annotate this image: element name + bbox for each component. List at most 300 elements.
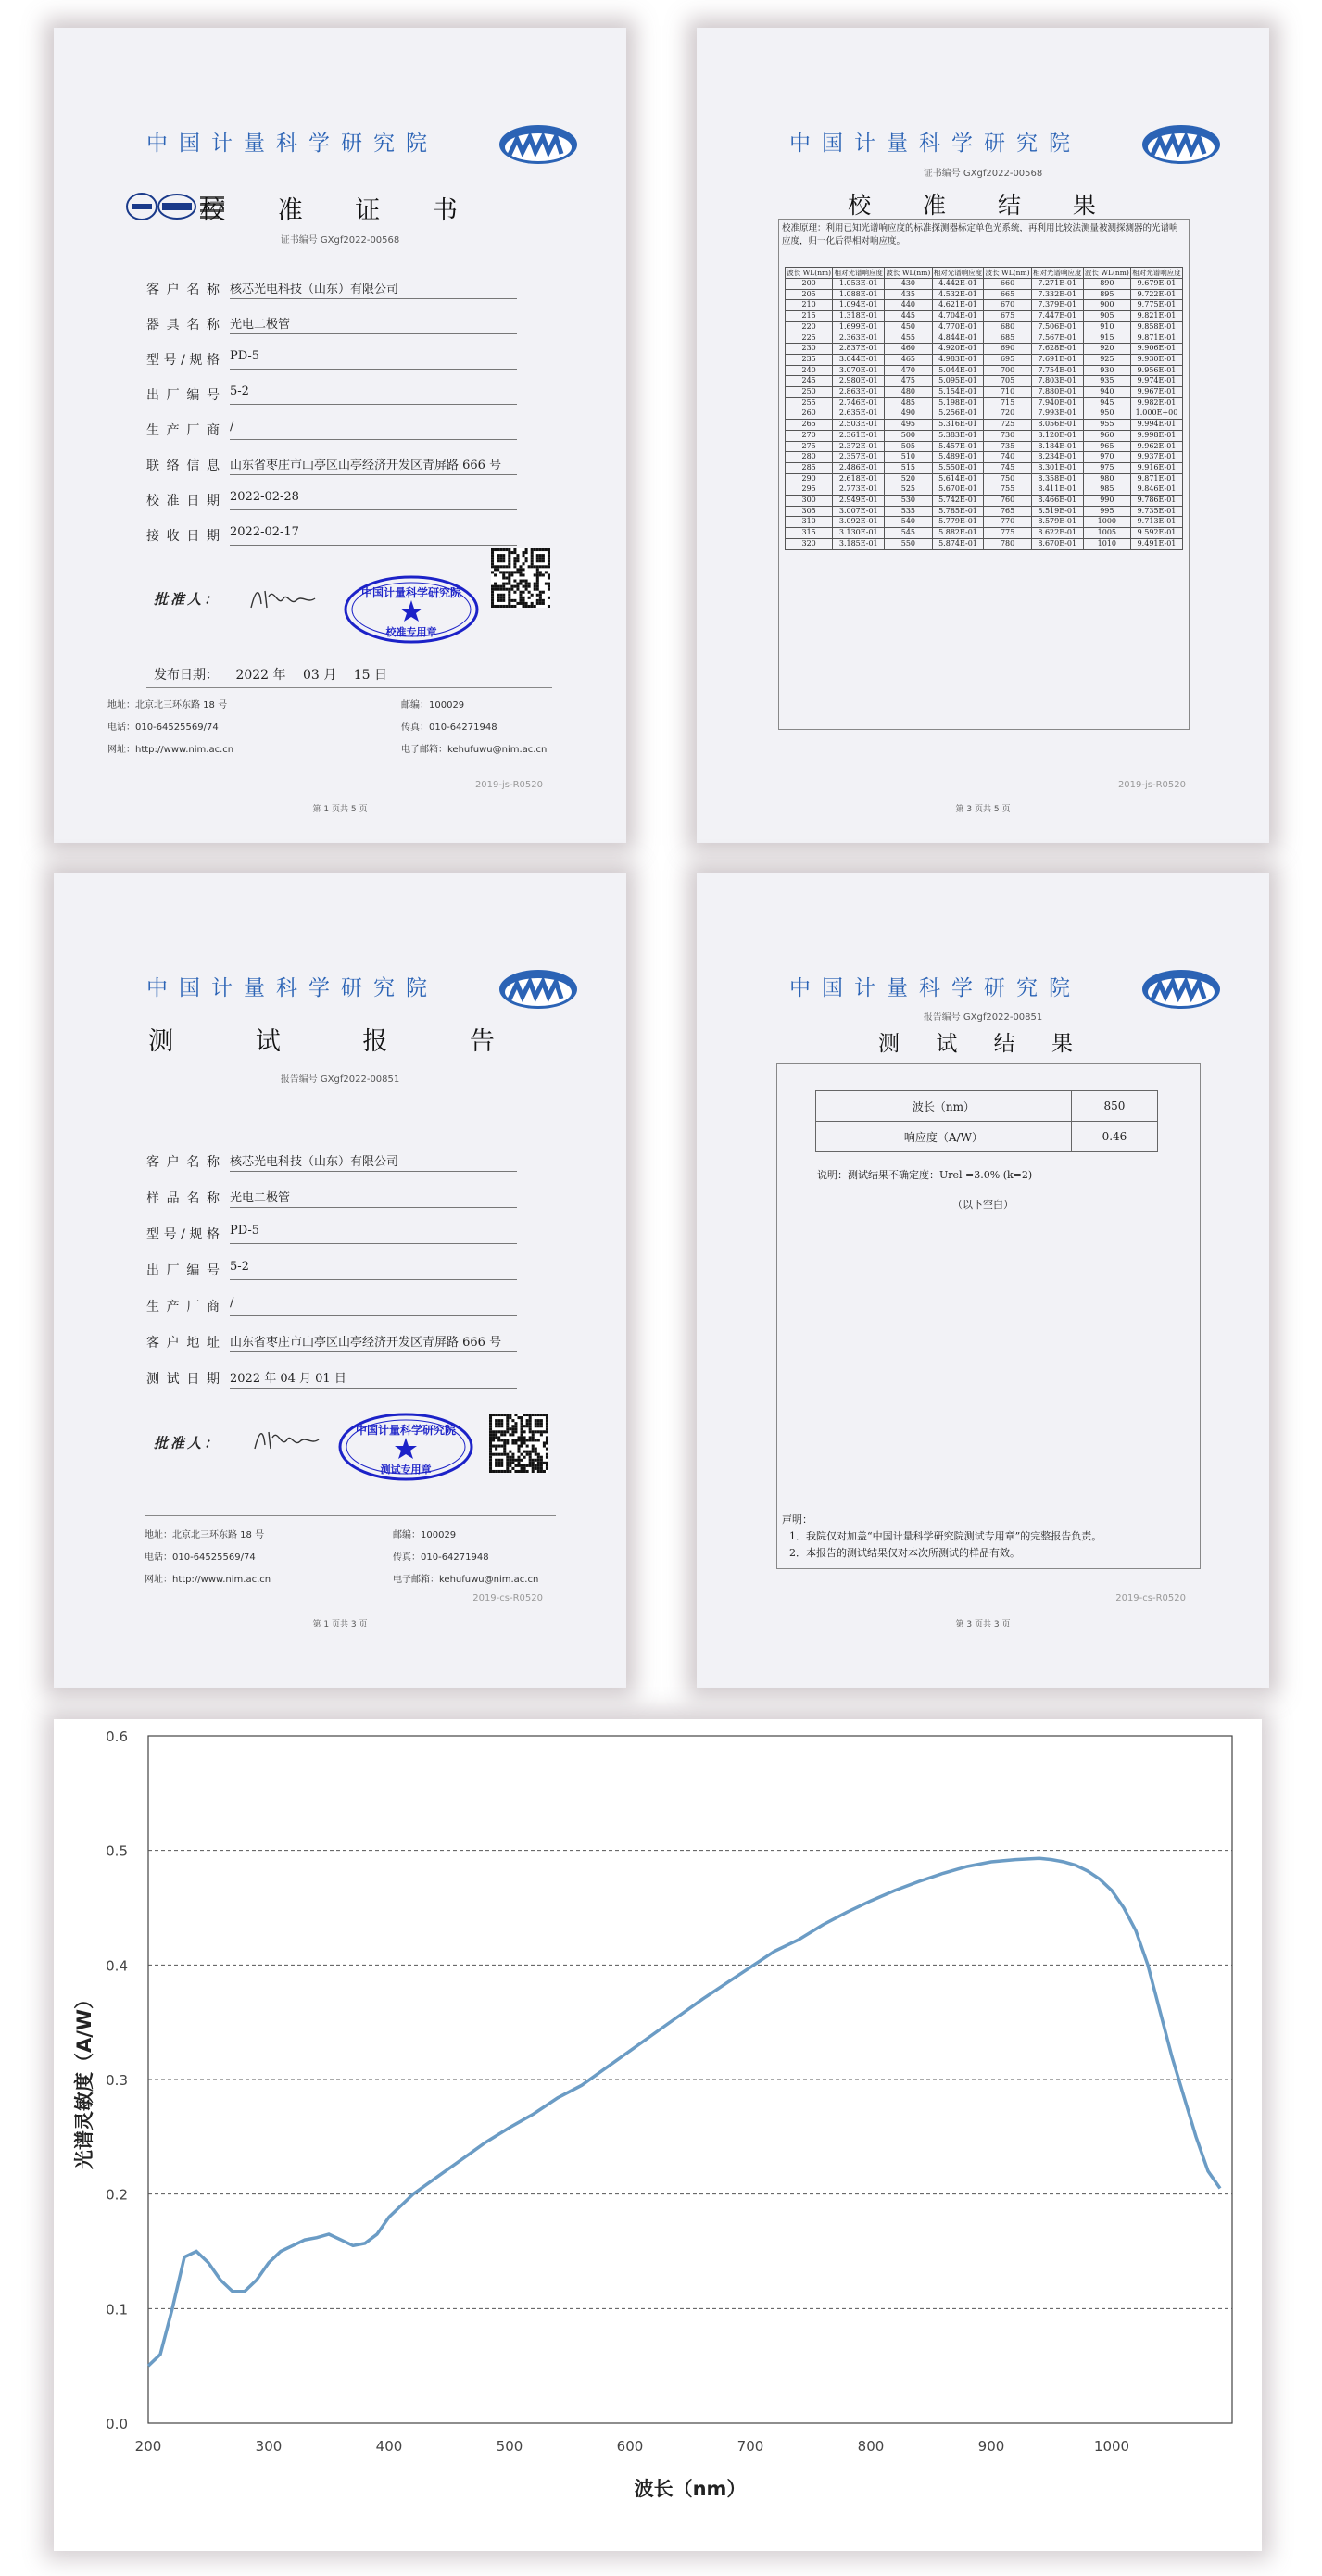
table-row — [786, 441, 1183, 452]
response-cell: 5.044E-01 — [932, 365, 984, 376]
fax: 传真：010-64271948 — [393, 1552, 489, 1563]
response-cell: 9.821E-01 — [1130, 311, 1182, 322]
response-cell: 8.411E-01 — [1031, 484, 1083, 496]
response-cell: 9.871E-01 — [1130, 473, 1182, 484]
table-row — [786, 408, 1183, 420]
uncertainty-note: 说明：测试结果不确定度：Urel =3.0% (k=2) — [817, 1169, 1033, 1181]
nim-logo-icon — [497, 120, 580, 167]
response-cell: 9.592E-01 — [1130, 528, 1182, 539]
row-value: 850 — [1071, 1091, 1157, 1122]
wavelength-cell: 980 — [1083, 473, 1130, 484]
table-row — [786, 496, 1183, 507]
wavelength-cell: 450 — [885, 321, 932, 333]
response-cell: 8.358E-01 — [1031, 473, 1083, 484]
response-cell: 5.614E-01 — [932, 473, 984, 484]
field-model — [146, 1221, 517, 1245]
response-cell: 1.000E+00 — [1130, 408, 1182, 420]
test-stamp — [337, 1412, 474, 1482]
response-cell: 5.256E-01 — [932, 408, 984, 420]
wavelength-cell: 690 — [984, 344, 1031, 355]
response-cell: 1.088E-01 — [833, 289, 885, 300]
response-cell: 9.871E-01 — [1130, 333, 1182, 344]
wavelength-cell: 210 — [786, 300, 833, 311]
wavelength-cell: 770 — [984, 517, 1031, 528]
wavelength-cell: 725 — [984, 420, 1031, 431]
wavelength-cell: 275 — [786, 441, 833, 452]
response-cell: 9.998E-01 — [1130, 430, 1182, 441]
wavelength-cell: 745 — [984, 462, 1031, 473]
column-header-response: 相对光谱响应度 — [933, 269, 983, 277]
calibration-table — [785, 267, 1183, 550]
wavelength-cell: 945 — [1083, 397, 1130, 408]
wavelength-cell: 935 — [1083, 376, 1130, 387]
table-row — [786, 538, 1183, 549]
response-cell: 2.361E-01 — [833, 430, 885, 441]
issue-month: 03 月 — [303, 668, 337, 683]
wavelength-cell: 250 — [786, 387, 833, 398]
response-cell: 2.363E-01 — [833, 333, 885, 344]
wavelength-cell: 255 — [786, 397, 833, 408]
wavelength-cell: 485 — [885, 397, 932, 408]
field-calibration-date — [146, 487, 517, 511]
response-cell: 5.874E-01 — [932, 538, 984, 549]
x-tick-label: 600 — [616, 2438, 644, 2455]
institute-name: 中国计量科学研究院 — [789, 132, 1081, 156]
field-label: 出厂编号 — [146, 388, 220, 403]
wavelength-cell: 430 — [885, 279, 932, 290]
wavelength-cell: 455 — [885, 333, 932, 344]
issue-date-label: 发布日期： — [154, 668, 219, 683]
response-cell: 9.491E-01 — [1130, 538, 1182, 549]
field-label: 器具名称 — [146, 318, 220, 333]
wavelength-cell: 910 — [1083, 321, 1130, 333]
form-code: 2019-cs-R0520 — [472, 1593, 543, 1603]
email: 电子邮箱：kehufuwu@nim.ac.cn — [401, 745, 548, 755]
x-axis-label: 波长（nm） — [634, 2478, 747, 2500]
response-cell: 8.519E-01 — [1031, 506, 1083, 517]
response-cell: 9.916E-01 — [1130, 462, 1182, 473]
table-row — [786, 473, 1183, 484]
wavelength-cell: 315 — [786, 528, 833, 539]
response-cell: 1.699E-01 — [833, 321, 885, 333]
stamp-subtext: 测试专用章 — [380, 1464, 432, 1476]
field-value: 2022-02-28 — [230, 490, 517, 510]
wavelength-cell: 530 — [885, 496, 932, 507]
report-number: 报告编号 GXgf2022-00851 — [280, 1074, 400, 1085]
table-row — [786, 387, 1183, 398]
wavelength-cell: 240 — [786, 365, 833, 376]
response-cell: 5.316E-01 — [932, 420, 984, 431]
table-row — [786, 289, 1183, 300]
wavelength-cell: 215 — [786, 311, 833, 322]
response-cell: 3.185E-01 — [833, 538, 885, 549]
wavelength-cell: 235 — [786, 354, 833, 365]
table-row — [786, 420, 1183, 431]
response-cell: 7.940E-01 — [1031, 397, 1083, 408]
approver-label: 批准人： — [154, 591, 221, 608]
field-label: 客户名称 — [146, 1155, 220, 1170]
response-cell: 2.618E-01 — [833, 473, 885, 484]
wavelength-cell: 495 — [885, 420, 932, 431]
wavelength-cell: 285 — [786, 462, 833, 473]
response-cell: 8.579E-01 — [1031, 517, 1083, 528]
test-report-page — [54, 873, 626, 1688]
field-value: PD-5 — [230, 349, 517, 370]
wavelength-cell: 685 — [984, 333, 1031, 344]
field-value: 5-2 — [230, 384, 517, 405]
field-manufacturer — [146, 417, 517, 441]
wavelength-cell: 500 — [885, 430, 932, 441]
field-value: 山东省枣庄市山亭区山亭经济开发区青屏路 666 号 — [230, 455, 517, 475]
response-cell: 9.679E-01 — [1130, 279, 1182, 290]
wavelength-cell: 545 — [885, 528, 932, 539]
field-value: 光电二极管 — [230, 314, 517, 334]
field-customer-name — [146, 276, 517, 300]
wavelength-cell: 220 — [786, 321, 833, 333]
calibration-principle: 校准原理：利用已知光谱响应度的标准探测器标定单色光系统，再利用比较法测量被测探测器的光谱响应度，归一化后得相对响应度。 — [782, 223, 1178, 246]
wavelength-cell: 900 — [1083, 300, 1130, 311]
x-tick-label: 1000 — [1093, 2438, 1130, 2455]
wavelength-cell: 720 — [984, 408, 1031, 420]
website: 网址：http://www.nim.ac.cn — [107, 745, 234, 755]
column-header-wavelength: 波长 WL(nm) — [886, 269, 931, 277]
response-cell: 5.670E-01 — [932, 484, 984, 496]
field-label: 联络信息 — [146, 459, 220, 473]
nim-logo-icon — [1139, 965, 1223, 1012]
wavelength-cell: 660 — [984, 279, 1031, 290]
test-results-table — [815, 1090, 1158, 1152]
wavelength-cell: 490 — [885, 408, 932, 420]
x-tick-label: 400 — [375, 2438, 403, 2455]
wavelength-cell: 710 — [984, 387, 1031, 398]
response-cell: 3.130E-01 — [833, 528, 885, 539]
wavelength-cell: 700 — [984, 365, 1031, 376]
declaration-title: 声明： — [782, 1514, 812, 1526]
wavelength-cell: 740 — [984, 452, 1031, 463]
response-cell: 8.234E-01 — [1031, 452, 1083, 463]
x-tick-label: 800 — [857, 2438, 885, 2455]
x-tick-label: 500 — [496, 2438, 523, 2455]
table-row — [786, 300, 1183, 311]
response-cell: 4.442E-01 — [932, 279, 984, 290]
response-cell: 9.967E-01 — [1130, 387, 1182, 398]
response-cell: 9.994E-01 — [1130, 420, 1182, 431]
response-cell: 7.993E-01 — [1031, 408, 1083, 420]
response-cell: 2.635E-01 — [833, 408, 885, 420]
phone: 电话：010-64525569/74 — [145, 1552, 256, 1563]
wavelength-cell: 920 — [1083, 344, 1130, 355]
table-row — [786, 452, 1183, 463]
qr-code[interactable] — [489, 1414, 548, 1473]
response-cell: 5.882E-01 — [932, 528, 984, 539]
response-cell: 4.983E-01 — [932, 354, 984, 365]
response-cell: 7.803E-01 — [1031, 376, 1083, 387]
approver-signature — [250, 1421, 324, 1458]
wavelength-cell: 550 — [885, 538, 932, 549]
response-cell: 5.198E-01 — [932, 397, 984, 408]
response-cell: 7.628E-01 — [1031, 344, 1083, 355]
field-label: 样品名称 — [146, 1191, 220, 1206]
wavelength-cell: 995 — [1083, 506, 1130, 517]
institute-name: 中国计量科学研究院 — [146, 132, 438, 156]
website: 网址：http://www.nim.ac.cn — [145, 1575, 271, 1585]
wavelength-cell: 775 — [984, 528, 1031, 539]
wavelength-cell: 760 — [984, 496, 1031, 507]
wavelength-cell: 905 — [1083, 311, 1130, 322]
response-cell: 9.722E-01 — [1130, 289, 1182, 300]
response-cell: 9.775E-01 — [1130, 300, 1182, 311]
response-cell: 3.070E-01 — [833, 365, 885, 376]
wavelength-cell: 270 — [786, 430, 833, 441]
field-contact-info — [146, 452, 517, 476]
table-header-row — [786, 268, 1183, 279]
column-header-wavelength: 波长 WL(nm) — [1084, 269, 1129, 277]
wavelength-cell: 440 — [885, 300, 932, 311]
y-axis-label: 光谱灵敏度（A/W） — [73, 1989, 95, 2170]
response-cell: 9.858E-01 — [1130, 321, 1182, 333]
field-value: / — [230, 420, 517, 440]
response-cell: 4.844E-01 — [932, 333, 984, 344]
response-cell: 9.962E-01 — [1130, 441, 1182, 452]
approver-label: 批准人： — [154, 1435, 221, 1451]
response-cell: 3.044E-01 — [833, 354, 885, 365]
wavelength-cell: 990 — [1083, 496, 1130, 507]
response-cell: 2.486E-01 — [833, 462, 885, 473]
response-cell: 8.670E-01 — [1031, 538, 1083, 549]
response-cell: 2.863E-01 — [833, 387, 885, 398]
field-label: 出厂编号 — [146, 1263, 220, 1278]
wavelength-cell: 675 — [984, 311, 1031, 322]
response-cell: 2.372E-01 — [833, 441, 885, 452]
response-cell: 9.982E-01 — [1130, 397, 1182, 408]
wavelength-cell: 265 — [786, 420, 833, 431]
table-row — [786, 528, 1183, 539]
nim-logo-icon — [1139, 120, 1223, 167]
response-cell: 7.754E-01 — [1031, 365, 1083, 376]
row-label: 波长（nm） — [816, 1091, 1072, 1122]
wavelength-cell: 280 — [786, 452, 833, 463]
response-cell: 2.949E-01 — [833, 496, 885, 507]
response-cell: 8.301E-01 — [1031, 462, 1083, 473]
response-cell: 3.007E-01 — [833, 506, 885, 517]
wavelength-cell: 915 — [1083, 333, 1130, 344]
wavelength-cell: 925 — [1083, 354, 1130, 365]
response-cell: 9.846E-01 — [1130, 484, 1182, 496]
stamp-text: 中国计量科学研究院 — [360, 586, 462, 599]
response-cell: 8.466E-01 — [1031, 496, 1083, 507]
response-cell: 7.880E-01 — [1031, 387, 1083, 398]
response-cell: 7.379E-01 — [1031, 300, 1083, 311]
nim-logo-icon — [497, 965, 580, 1012]
column-header-response: 相对光谱响应度 — [834, 269, 883, 277]
field-label: 生产厂商 — [146, 1300, 220, 1314]
qr-code[interactable] — [491, 548, 550, 608]
row-label: 响应度（A/W） — [816, 1122, 1072, 1152]
field-label: 型号/规格 — [146, 353, 220, 368]
wavelength-cell: 540 — [885, 517, 932, 528]
wavelength-cell: 1010 — [1083, 538, 1130, 549]
wavelength-cell: 290 — [786, 473, 833, 484]
x-tick-label: 900 — [977, 2438, 1005, 2455]
response-cell: 5.550E-01 — [932, 462, 984, 473]
wavelength-cell: 475 — [885, 376, 932, 387]
address: 地址：北京北三环东路 18 号 — [107, 700, 228, 710]
response-cell: 4.770E-01 — [932, 321, 984, 333]
wavelength-cell: 320 — [786, 538, 833, 549]
test-results-page — [697, 873, 1269, 1688]
response-cell: 7.506E-01 — [1031, 321, 1083, 333]
wavelength-cell: 445 — [885, 311, 932, 322]
table-row — [786, 462, 1183, 473]
table-row — [786, 517, 1183, 528]
x-tick-label: 700 — [737, 2438, 764, 2455]
response-cell: 5.154E-01 — [932, 387, 984, 398]
divider — [146, 687, 552, 688]
declaration-item: 1．我院仅对加盖“中国计量科学研究院测试专用章”的完整报告负责。 — [789, 1530, 1102, 1542]
field-customer-address — [146, 1329, 517, 1353]
table-row — [786, 321, 1183, 333]
wavelength-cell: 975 — [1083, 462, 1130, 473]
stamp-text: 中国计量科学研究院 — [355, 1424, 457, 1437]
field-value: 光电二极管 — [230, 1187, 517, 1208]
response-cell: 4.920E-01 — [932, 344, 984, 355]
certificate-number: 证书编号 GXgf2022-00568 — [923, 169, 1043, 179]
field-serial-number — [146, 1257, 517, 1281]
wavelength-cell: 970 — [1083, 452, 1130, 463]
page-number: 第 1 页共 3 页 — [312, 1620, 368, 1629]
response-cell: 7.447E-01 — [1031, 311, 1083, 322]
response-cell: 5.095E-01 — [932, 376, 984, 387]
email: 电子邮箱：kehufuwu@nim.ac.cn — [393, 1575, 539, 1585]
field-value: 2022 年 04 月 01 日 — [230, 1368, 517, 1389]
address: 地址：北京北三环东路 18 号 — [145, 1530, 265, 1540]
wavelength-cell: 735 — [984, 441, 1031, 452]
wavelength-cell: 310 — [786, 517, 833, 528]
calibration-stamp — [343, 574, 480, 645]
response-cell: 9.786E-01 — [1130, 496, 1182, 507]
response-cell: 4.621E-01 — [932, 300, 984, 311]
response-cell: 9.906E-01 — [1130, 344, 1182, 355]
field-instrument-name — [146, 311, 517, 335]
wavelength-cell: 765 — [984, 506, 1031, 517]
page-number: 第 3 页共 5 页 — [955, 805, 1011, 814]
page-header — [54, 965, 626, 1021]
wavelength-cell: 260 — [786, 408, 833, 420]
response-cell: 8.120E-01 — [1031, 430, 1083, 441]
wavelength-cell: 200 — [786, 279, 833, 290]
y-tick-label: 0.5 — [106, 1842, 128, 1860]
response-cell: 8.184E-01 — [1031, 441, 1083, 452]
response-cell: 9.974E-01 — [1130, 376, 1182, 387]
wavelength-cell: 205 — [786, 289, 833, 300]
issue-date — [154, 665, 400, 684]
response-cell: 5.779E-01 — [932, 517, 984, 528]
field-value: / — [230, 1296, 517, 1316]
wavelength-cell: 535 — [885, 506, 932, 517]
table-row — [786, 279, 1183, 290]
x-tick-label: 300 — [255, 2438, 283, 2455]
report-number: 报告编号 GXgf2022-00851 — [923, 1012, 1043, 1023]
wavelength-cell: 755 — [984, 484, 1031, 496]
wavelength-cell: 435 — [885, 289, 932, 300]
wavelength-cell: 730 — [984, 430, 1031, 441]
issue-year: 2022 年 — [235, 668, 286, 683]
issue-day: 15 日 — [353, 668, 387, 683]
form-code: 2019-cs-R0520 — [1115, 1593, 1186, 1603]
wavelength-cell: 305 — [786, 506, 833, 517]
blank-marker: （以下空白） — [952, 1199, 1014, 1211]
wavelength-cell: 890 — [1083, 279, 1130, 290]
certificate-number: 证书编号 GXgf2022-00568 — [280, 235, 400, 245]
column-header-response: 相对光谱响应度 — [1032, 269, 1082, 277]
approver-signature — [246, 580, 321, 617]
response-cell: 9.956E-01 — [1130, 365, 1182, 376]
field-value: PD-5 — [230, 1224, 517, 1244]
wavelength-cell: 955 — [1083, 420, 1130, 431]
field-manufacturer — [146, 1293, 517, 1317]
field-value: 核芯光电科技（山东）有限公司 — [230, 1151, 517, 1172]
field-sample-name — [146, 1185, 517, 1209]
response-cell: 9.930E-01 — [1130, 354, 1182, 365]
field-label: 型号/规格 — [146, 1227, 220, 1242]
response-cell: 8.056E-01 — [1031, 420, 1083, 431]
wavelength-cell: 705 — [984, 376, 1031, 387]
response-cell: 1.053E-01 — [833, 279, 885, 290]
row-value: 0.46 — [1071, 1122, 1157, 1152]
column-header-response: 相对光谱响应度 — [1132, 269, 1181, 277]
table-row — [786, 397, 1183, 408]
table-row — [786, 311, 1183, 322]
wavelength-cell: 460 — [885, 344, 932, 355]
field-label: 接收日期 — [146, 529, 220, 544]
wavelength-cell: 480 — [885, 387, 932, 398]
field-receipt-date — [146, 522, 517, 547]
response-cell: 9.713E-01 — [1130, 517, 1182, 528]
response-cell: 3.092E-01 — [833, 517, 885, 528]
wavelength-cell: 695 — [984, 354, 1031, 365]
response-cell: 2.746E-01 — [833, 397, 885, 408]
table-row — [786, 430, 1183, 441]
response-cell: 5.457E-01 — [932, 441, 984, 452]
page-number: 第 3 页共 3 页 — [955, 1620, 1011, 1629]
phone: 电话：010-64525569/74 — [107, 723, 219, 733]
field-value: 山东省枣庄市山亭区山亭经济开发区青屏路 666 号 — [230, 1332, 517, 1352]
page-header — [54, 120, 626, 176]
response-cell: 9.735E-01 — [1130, 506, 1182, 517]
column-header-wavelength: 波长 WL(nm) — [985, 269, 1030, 277]
divider — [145, 1515, 556, 1516]
y-tick-label: 0.0 — [106, 2416, 128, 2432]
y-tick-label: 0.3 — [106, 2072, 128, 2089]
table-row — [786, 506, 1183, 517]
field-serial-number — [146, 382, 517, 406]
calibration-certificate-page — [54, 28, 626, 843]
field-customer-name — [146, 1149, 517, 1173]
results-title: 校 准 结 果 — [848, 192, 1118, 219]
response-cell: 7.332E-01 — [1031, 289, 1083, 300]
table-row — [786, 376, 1183, 387]
wavelength-cell: 505 — [885, 441, 932, 452]
wavelength-cell: 670 — [984, 300, 1031, 311]
fax: 传真：010-64271948 — [401, 723, 497, 733]
wavelength-cell: 985 — [1083, 484, 1130, 496]
table-row — [816, 1091, 1158, 1122]
y-tick-label: 0.2 — [106, 2186, 128, 2204]
institute-name: 中国计量科学研究院 — [146, 976, 438, 1000]
response-cell: 2.837E-01 — [833, 344, 885, 355]
wavelength-cell: 895 — [1083, 289, 1130, 300]
column-header-wavelength: 波长 WL(nm) — [787, 269, 832, 277]
